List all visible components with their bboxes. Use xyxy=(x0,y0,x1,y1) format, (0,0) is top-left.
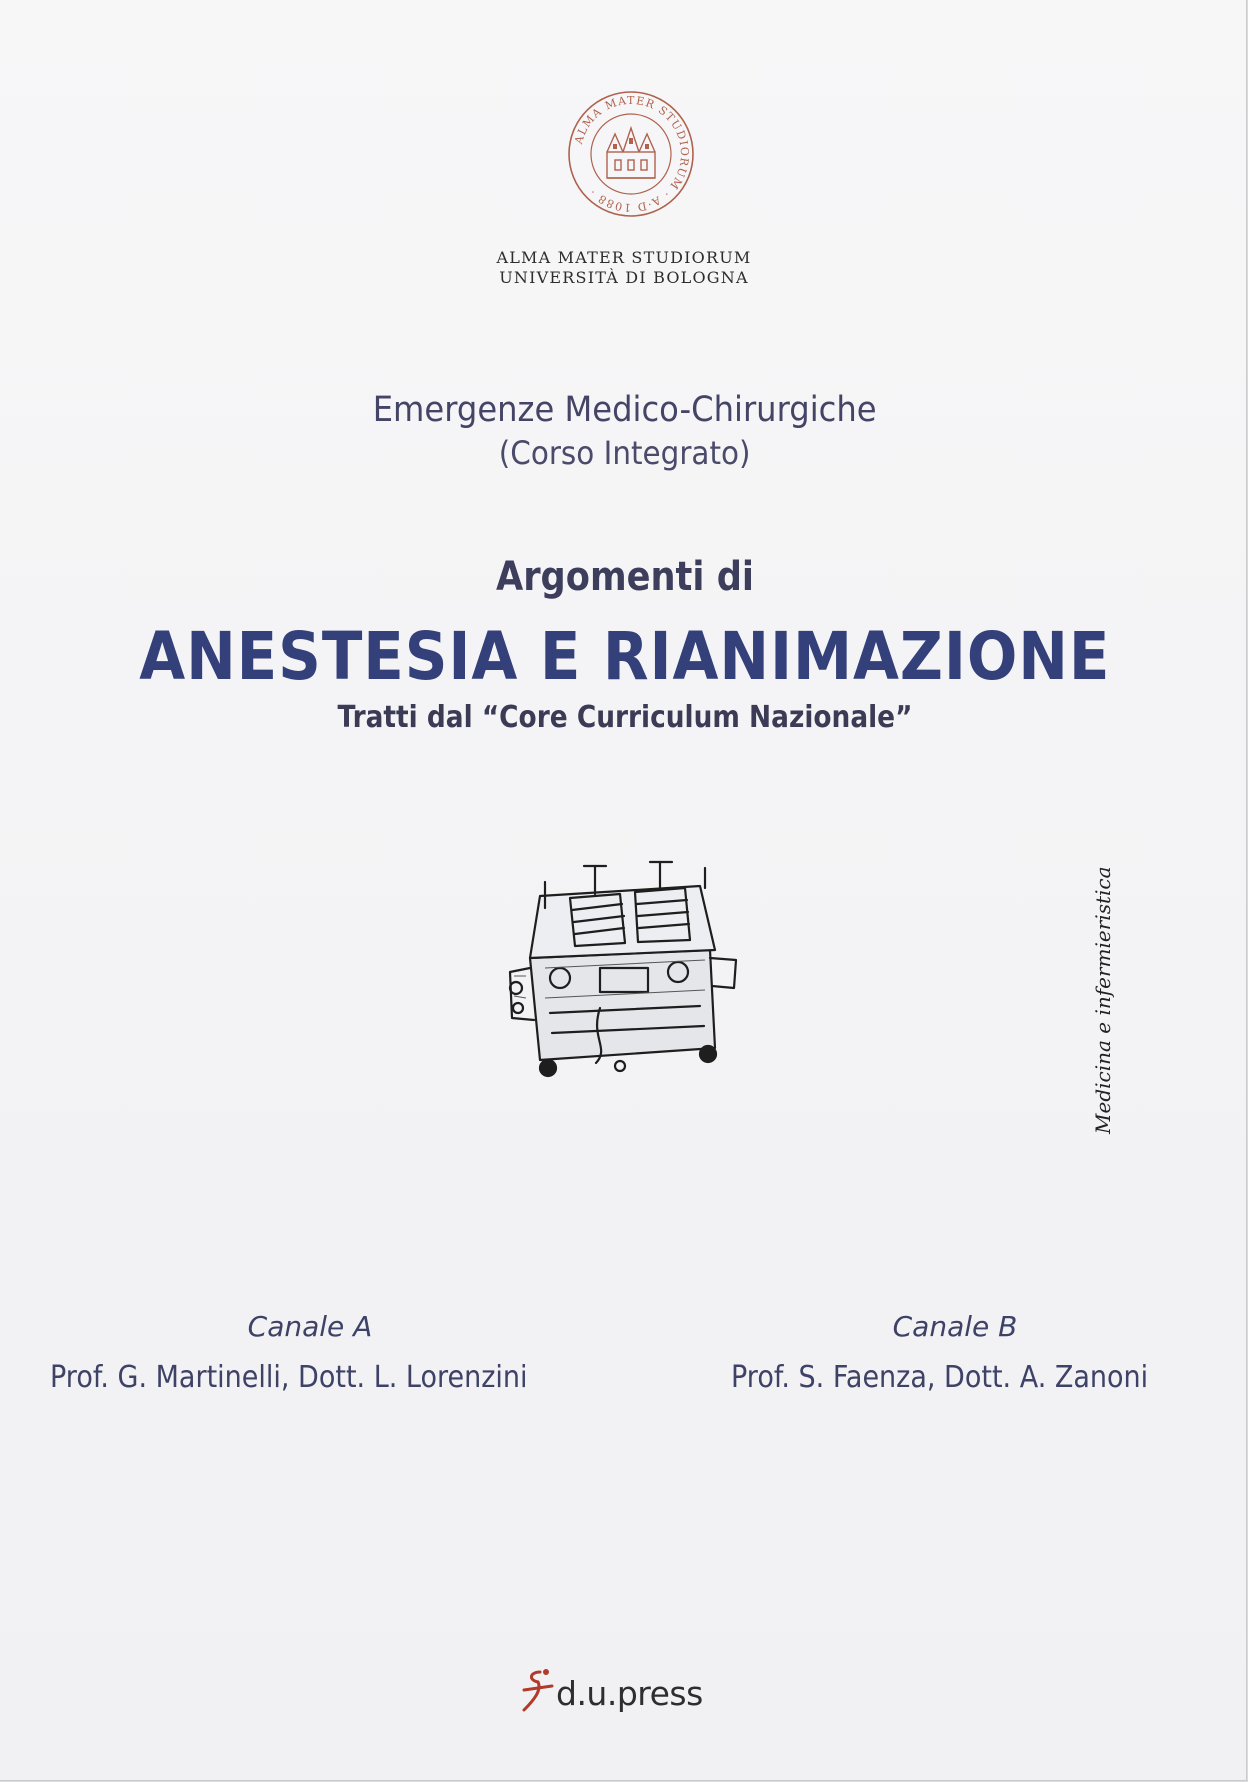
channel-b-authors: Prof. S. Faenza, Dott. A. Zanoni xyxy=(731,1360,1149,1395)
channel-a-label: Canale A xyxy=(247,1310,373,1343)
university-name-line1: ALMA MATER STUDIORUM xyxy=(496,248,752,267)
book-title: ANESTESIA E RIANIMAZIONE xyxy=(139,618,1111,695)
university-name-line2: UNIVERSITÀ DI BOLOGNA xyxy=(499,268,749,287)
course-title: Emergenze Medico-Chirurgiche xyxy=(372,390,877,430)
book-tagline: Tratti dal “Core Curriculum Nazionale” xyxy=(337,700,913,735)
channel-a-authors: Prof. G. Martinelli, Dott. L. Lorenzini xyxy=(50,1360,528,1395)
svg-text:ALMA MATER STUDIORUM · A·D 108: ALMA MATER STUDIORUM · A·D 1088 · xyxy=(572,93,692,215)
course-subtitle: (Corso Integrato) xyxy=(498,434,751,472)
university-seal-icon xyxy=(567,90,695,218)
channel-b-label: Canale B xyxy=(892,1310,1018,1343)
title-lead: Argomenti di xyxy=(495,554,754,600)
publisher-logo xyxy=(516,1666,703,1714)
publisher-name: d.u.press xyxy=(556,1674,703,1713)
anesthesia-machine-icon xyxy=(500,848,765,1083)
series-label: Medicina e infermieristica xyxy=(1091,866,1115,1134)
dupress-logo-icon xyxy=(516,1666,560,1714)
